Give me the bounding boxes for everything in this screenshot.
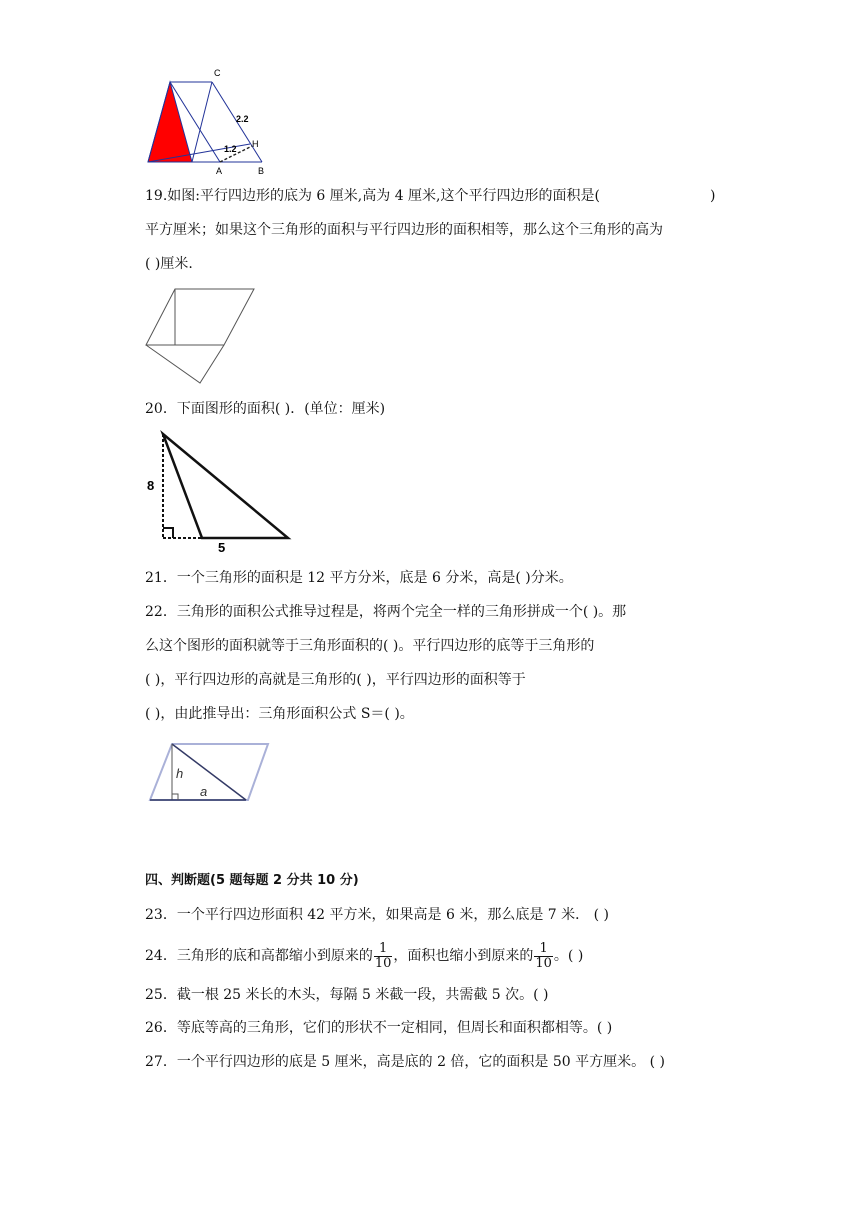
- q27-line: 27．一个平行四边形的底是 5 厘米，高是底的 2 倍，它的面积是 50 平方厘米。 ( ): [145, 1054, 665, 1070]
- label-a: A: [216, 166, 223, 176]
- q22-line4: ( )，由此推导出：三角形面积公式 S＝( )。: [145, 706, 414, 722]
- q19-line1: 19.如图:平行四边形的底为 6 厘米,高为 4 厘米,这个平行四边形的面积是(: [145, 188, 600, 204]
- q22-line2: 么这个图形的面积就等于三角形面积的( )。平行四边形的底等于三角形的: [145, 638, 595, 654]
- a-label: a: [200, 784, 208, 799]
- q24-line: 24．三角形的底和高都缩小到原来的 $\frac{1}{10}$ ，面积也缩小到原来的 $\frac{1}{10}$ 。( ): [145, 940, 584, 971]
- q21-line1: 21．一个三角形的面积是 12 平方分米，底是 6 分米，高是( )分米。: [145, 570, 573, 586]
- q25-line: 25．截一根 25 米长的木头，每隔 5 米截一段，共需截 5 次。( ): [145, 987, 549, 1003]
- q19-line1-end: ): [710, 188, 716, 204]
- q22-line1: 22．三角形的面积公式推导过程是，将两个完全一样的三角形拼成一个( )。那: [145, 604, 627, 620]
- length-1-2: 1.2: [224, 144, 237, 154]
- q20-figure: [142, 285, 260, 387]
- q19-line3: ( )厘米.: [145, 256, 193, 272]
- fraction-2: $\frac{1}{10}$: [535, 940, 552, 971]
- q22-figure: [146, 740, 272, 806]
- q22-line3: ( )，平行四边形的高就是三角形的( )，平行四边形的面积等于: [145, 672, 526, 688]
- q23-line: 23．一个平行四边形面积 42 平方米，如果高是 6 米，那么底是 7 米． ( ): [145, 907, 609, 923]
- fraction-1: $\frac{1}{10}$: [374, 940, 392, 971]
- q20-line1: 20．下面图形的面积( )．(单位：厘米): [145, 401, 386, 417]
- section4-title: 四、判断题(5 题每题 2 分共 10 分): [145, 873, 359, 888]
- label-b: B: [258, 166, 265, 176]
- base-label: 5: [218, 540, 226, 555]
- q19-line2: 平方厘米；如果这个三角形的面积与平行四边形的面积相等，那么这个三角形的高为: [145, 222, 663, 238]
- length-2-2: 2.2: [236, 114, 249, 124]
- label-h: H: [252, 139, 259, 149]
- q21-figure: [140, 428, 296, 558]
- label-c: C: [214, 68, 221, 78]
- red-triangle: [148, 82, 192, 162]
- height-label: 8: [147, 478, 155, 493]
- h-label: h: [176, 766, 184, 781]
- q19-figure: [140, 66, 280, 178]
- q26-line: 26．等底等高的三角形，它们的形状不一定相同，但周长和面积都相等。( ): [145, 1020, 613, 1036]
